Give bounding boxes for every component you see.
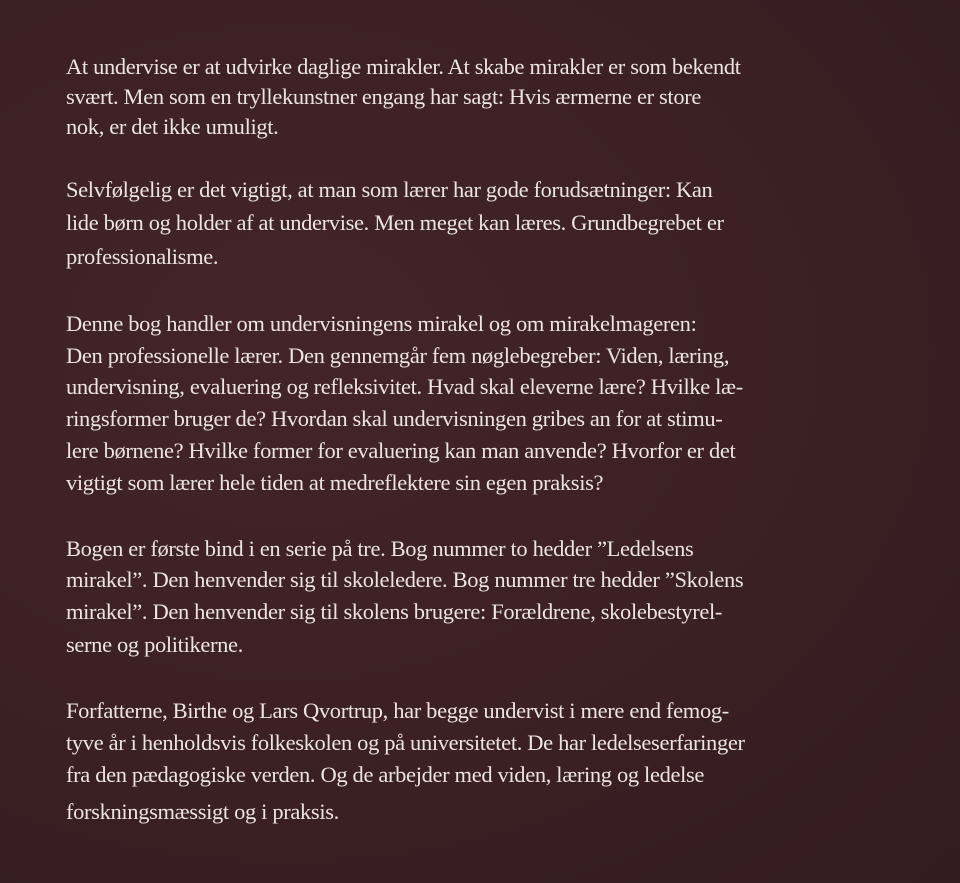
- text-line: At undervise er at udvirke daglige mirakler. At skabe mirakler er som bekendt: [66, 54, 741, 79]
- text-line: undervisning, evaluering og refleksivitet. Hvad skal eleverne lære? Hvilke læ-: [66, 374, 743, 399]
- text-line: ringsformer bruger de? Hvordan skal undervisningen gribes an for at stimu-: [66, 406, 723, 431]
- text-line: forskningsmæssigt og i praksis.: [66, 799, 339, 824]
- text-line: Selvfølgelig er det vigtigt, at man som lærer har gode forudsætninger: Kan: [66, 177, 713, 202]
- text-line: svært. Men som en tryllekunstner engang har sagt: Hvis ærmerne er store: [66, 84, 702, 109]
- text-line: professionalisme.: [66, 244, 219, 269]
- text-line: lide børn og holder af at undervise. Men meget kan læres. Grundbegrebet er: [66, 210, 724, 235]
- text-line: nok, er det ikke umuligt.: [66, 114, 279, 139]
- text-line: mirakel”. Den henvender sig til skoleledere. Bog nummer tre hedder ”Skolens: [66, 567, 744, 592]
- text-line: serne og politikerne.: [66, 632, 243, 657]
- text-line: Forfatterne, Birthe og Lars Qvortrup, har begge undervist i mere end femog-: [66, 698, 729, 723]
- text-line: lere børnene? Hvilke former for evaluering kan man anvende? Hvorfor er det: [66, 438, 736, 463]
- text-line: fra den pædagogiske verden. Og de arbejder med viden, læring og ledelse: [66, 762, 705, 787]
- text-line: Denne bog handler om undervisningens mirakel og om mirakelmageren:: [66, 311, 697, 336]
- text-line: Bogen er første bind i en serie på tre. Bog nummer to hedder ”Ledelsens: [66, 536, 694, 561]
- text-line: vigtigt som lærer hele tiden at medreflektere sin egen praksis?: [66, 470, 604, 495]
- text-line: mirakel”. Den henvender sig til skolens brugere: Forældrene, skolebestyrel-: [66, 599, 723, 624]
- text-line: Den professionelle lærer. Den gennemgår fem nøglebegreber: Viden, læring,: [66, 343, 730, 368]
- text-line: tyve år i henholdsvis folkeskolen og på universitetet. De har ledelseserfaringer: [66, 730, 745, 755]
